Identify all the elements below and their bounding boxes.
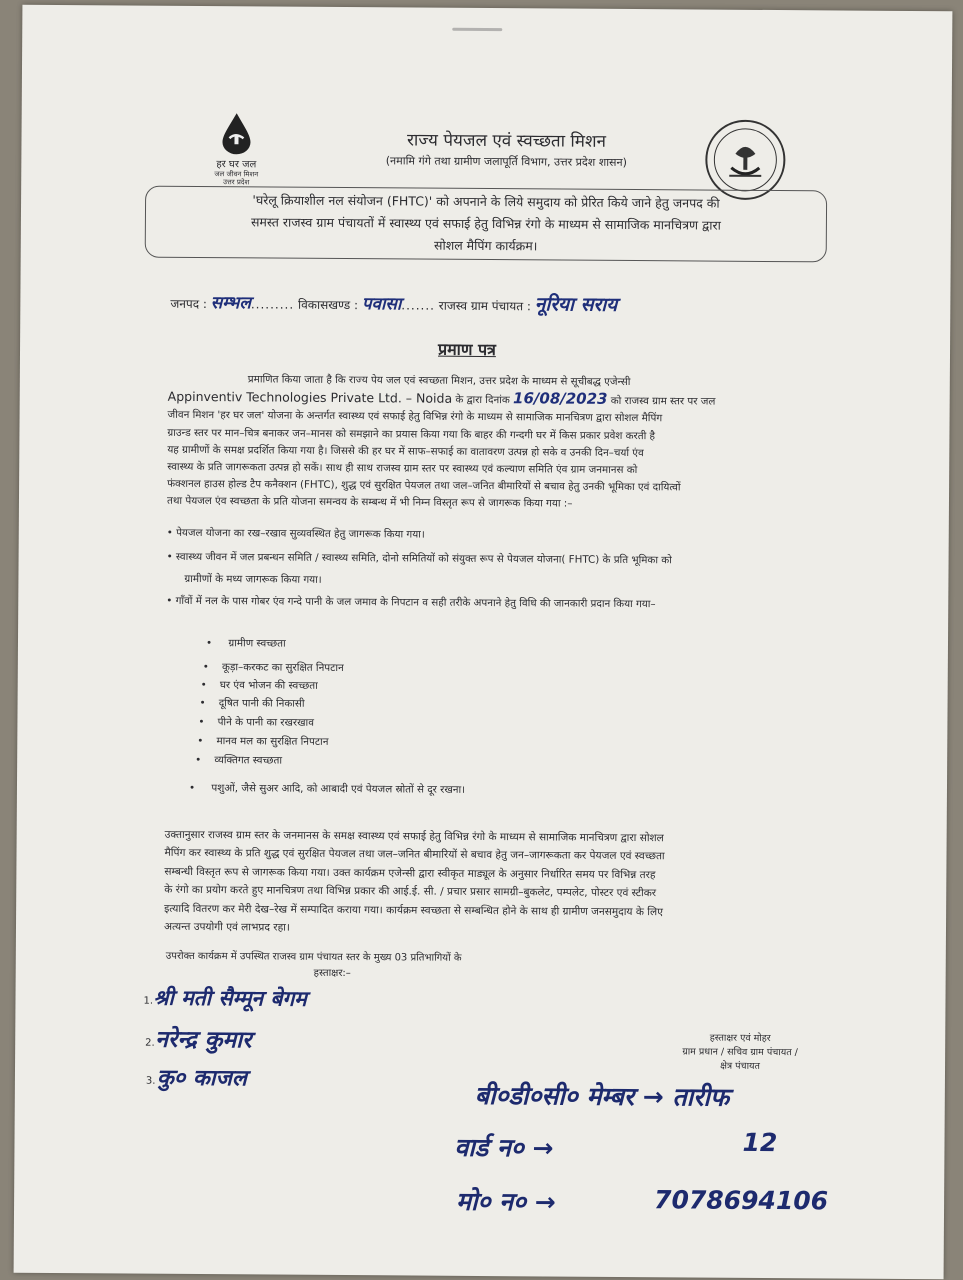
participant-3-signature: कु० काजल (156, 1065, 247, 1092)
bullet-2-continued: ग्रामीणों के मध्य जागरूक किया गया। (184, 572, 322, 586)
certificate-body-paragraph (167, 371, 870, 516)
participants-intro: उपरोक्त कार्यक्रम में उपस्थित राजस्व ग्राम पंचायत स्तर के मुख्य 03 प्रतिभागियों के (165, 950, 462, 964)
ward-number-value: 12 (742, 1127, 778, 1158)
mission-title: राज्य पेयजल एवं स्वच्छता मिशन (406, 130, 607, 152)
bdc-member-note: बी०डी०सी० मेम्बर → तारीफ (474, 1080, 730, 1112)
sub-item-3-text: घर एंव भोजन की स्वच्छता (219, 679, 318, 692)
logo-text-3: उत्तर प्रदेश (223, 178, 250, 187)
logo-text-1: हर घर जल (216, 159, 257, 171)
participant-1-num: 1. (143, 995, 154, 1007)
signatory-line-1: हस्ताक्षर एवं मोहर (709, 1032, 771, 1045)
certificate-title: प्रमाण पत्र (437, 339, 496, 360)
certificate-page (14, 5, 953, 1279)
para1-line-4: ग्राउन्ड स्तर पर मान–चित्र बनाकर जन–मानस को समझाने का प्रयास किया गया कि बाहर की गन्दगी घर में किस प्रकार प्रवेश करती है (167, 426, 656, 442)
sub-item-6: • मानव मल का सुरक्षित निपटान (197, 735, 329, 748)
block-label: विकासखण्ड : (298, 297, 359, 313)
sub-item-animals-text: पशुओं, जैसे सुअर आदि, को आबादी एवं पेयजल स्रोतों से दूर रखना। (211, 782, 466, 796)
signatures-label: हस्ताक्षर:– (313, 967, 351, 980)
mobile-number-label: मो० न० → (455, 1186, 556, 1217)
block-value: पवासा (361, 294, 402, 315)
bullet-2: • स्वास्थ्य जीवन में जल प्रबन्धन समिति / स्वास्थ्य समिति, दोनो समितियों को संयुक्त रूप से पेयजल योजना( FHTC) के प्रति भूमिका को (166, 550, 672, 567)
para1-line-8: तथा पेयजल एंव स्वच्छता के प्रति योजना समन्वय के सम्बन्ध में भी निम्न विस्तृत रूप से जागरूक किया गया :– (166, 495, 573, 511)
mobile-number-value: 7078694106 (654, 1185, 829, 1216)
para2-line-2: मैपिंग कर स्वास्थ्य के प्रति शुद्ध एवं सुरक्षित पेयजल तथा जल–जनित बीमारियों से बचाव हेतु जन–जागरूकता कर पेयजल एवं स्वच्छता (164, 847, 665, 863)
para2-line-3: सम्बन्धी विस्तृत रूप से जागरूक किया गया। उक्त कार्यक्रम एजेन्सी द्वारा स्वीकृत माड्यूल के अनुसार निर्धारित समय पर विभिन्न तरह (164, 865, 656, 882)
sub-item-1: • ग्रामीण स्वच्छता (205, 637, 286, 650)
agency-name: Appinventiv Technologies Private Ltd. – Noida (167, 388, 453, 406)
para2-line-1: उक्तानुसार राजस्व ग्राम स्तर के जनमानस के समक्ष स्वास्थ्य एवं सफाई हेतु विभिन्न रंगो के माध्यम से सामाजिक मानचित्रण द्वारा सोशल (164, 828, 664, 845)
ward-number-label: वार्ड न० → (454, 1132, 554, 1163)
banner-line-3: सोशल मैपिंग कार्यक्रम। (434, 237, 538, 254)
para1-date-label: के द्वारा दिनांक (455, 394, 510, 407)
para2-line-4: के रंगो का प्रयोग करते हुए मानचित्रण तथा विभिन्न प्रकार की आई.ई. सी. / प्रचार प्रसार सामग्री–बुकलेट, पम्पलेट, पोस्टर एवं स्टीकर (164, 883, 657, 900)
para1-line-6: स्वास्थ्य के प्रति जागरूकता उत्पन्न हो सकें। साथ ही साथ राजस्व ग्राम स्तर पर स्वास्थ्य एवं कल्याण समिति एंव ग्राम जनमानस को (167, 460, 638, 477)
para1-line-7: फंक्शनल हाउस होल्ड टैप कनैक्शन (FHTC), शुद्ध एवं सुरक्षित पेयजल तथा जल–जनित बीमारियों से बचाव हेतु उनकी भूमिका एवं दायित्वों (167, 478, 681, 494)
sub-item-7: • व्यक्तिगत स्वच्छता (195, 753, 283, 767)
panchayat-value: नूरिया सराय (534, 293, 618, 316)
program-banner (145, 186, 827, 263)
har-ghar-jal-logo (201, 111, 272, 186)
banner-line-2: समस्त राजस्व ग्राम पंचायतों में स्वास्थ्य एवं सफाई हेतु विभिन्न रंगो के माध्यम से सामाजिक मानचित्रण द्वारा (250, 214, 721, 233)
location-fields: जनपद : सम्भल......... विकासखण्ड : पवासा....... राजस्व ग्राम पंचायत : नूरिया सराय (170, 293, 618, 316)
sub-item-3: • घर एंव भोजन की स्वच्छता (200, 679, 318, 692)
para2-line-5: इत्यादि वितरण कर मेरी देख–रेख में सम्पादित कराया गया। कार्यक्रम स्वच्छता से सम्बन्धित होने के साथ ही ग्रामीण जनसमुदाय के लिए (164, 902, 663, 918)
sub-item-4-text: दूषित पानी की निकासी (218, 697, 305, 710)
participant-3-num: 3. (145, 1075, 156, 1087)
mission-subtitle: (नमामि गंगे तथा ग्रामीण जलापूर्ति विभाग, उत्तर प्रदेश शासन) (385, 154, 627, 169)
sub-item-1-text: ग्रामीण स्वच्छता (228, 637, 286, 650)
paper-fold-mark (452, 28, 502, 31)
para1-line-3: जीवन मिशन 'हर घर जल' योजना के अन्तर्गत स्वास्थ्य एवं सफाई हेतु विभिन्न रंगो के माध्यम से सामाजिक मानचित्रण द्वारा सोशल मैपिंग (167, 409, 663, 425)
para2-line-6: अत्यन्त उपयोगी एवं लाभप्रद रहा। (163, 920, 290, 934)
closing-paragraph (164, 826, 877, 941)
logo-text-2: जल जीवन मिशन (214, 170, 259, 179)
sub-item-4: • दूषित पानी की निकासी (199, 697, 305, 710)
signatory-line-3: क्षेत्र पंचायत (720, 1060, 761, 1072)
participant-2-num: 2. (145, 1037, 155, 1049)
signatory-block (655, 1031, 825, 1074)
bullet-1: • पेयजल योजना का रख–रखाव सुव्यवस्थित हेतु जागरूक किया गया। (166, 526, 425, 541)
district-label: जनपद : (170, 296, 208, 312)
sub-item-animals: • पशुओं, जैसे सुअर आदि, को आबादी एवं पेयजल स्रोतों से दूर रखना। (188, 781, 466, 796)
sub-item-2: • कूड़ा–करकट का सुरक्षित निपटान (202, 661, 344, 675)
panchayat-label: राजस्व ग्राम पंचायत : (438, 298, 532, 314)
participant-1-signature: श्री मती सैम्मून बेगम (153, 985, 307, 1011)
sub-item-5-text: पीने के पानी का रखरखाव (217, 716, 315, 729)
banner-line-1: 'घरेलू क्रियाशील नल संयोजन (FHTC)' को अपनाने के लिये समुदाय को प्रेरित किये जाने हेतु जनपद की (252, 192, 720, 211)
program-date: 16/08/2023 (512, 389, 608, 409)
para1-line-2-end: को राजस्व ग्राम स्तर पर जल (610, 395, 716, 408)
para1-line-5: यह ग्रामीणों के समक्ष प्रदर्शित किया गया है। जिससे की हर घर में साफ–सफाई का वातावरण उत्पन्न हो सके व उनकी दिन–चर्या एंव (167, 443, 644, 459)
sub-item-6-text: मानव मल का सुरक्षित निपटान (216, 735, 329, 748)
bullet-3: • गाँवों में नल के पास गोबर एंव गन्दे पानी के जल जमाव के निपटान व सही तरीके अपनाने हेतु विधि की जानकारी प्रदान किया गया– (166, 594, 656, 611)
sub-item-2-text: कूड़ा–करकट का सुरक्षित निपटान (221, 661, 344, 675)
sub-item-7-text: व्यक्तिगत स्वच्छता (214, 754, 283, 767)
signatory-line-2: ग्राम प्रधान / सचिव ग्राम पंचायत / (682, 1046, 798, 1059)
participant-2-signature: नरेन्द्र कुमार (155, 1026, 252, 1054)
water-drop-icon (219, 111, 253, 155)
para1-line-1: प्रमाणित किया जाता है कि राज्य पेय जल एवं स्वच्छता मिशन, उत्तर प्रदेश के माध्यम से सूचीबद्ध एजेन्सी (247, 373, 631, 389)
district-value: सम्भल (210, 293, 251, 314)
sub-item-5: • पीने के पानी का रखरखाव (198, 716, 315, 729)
